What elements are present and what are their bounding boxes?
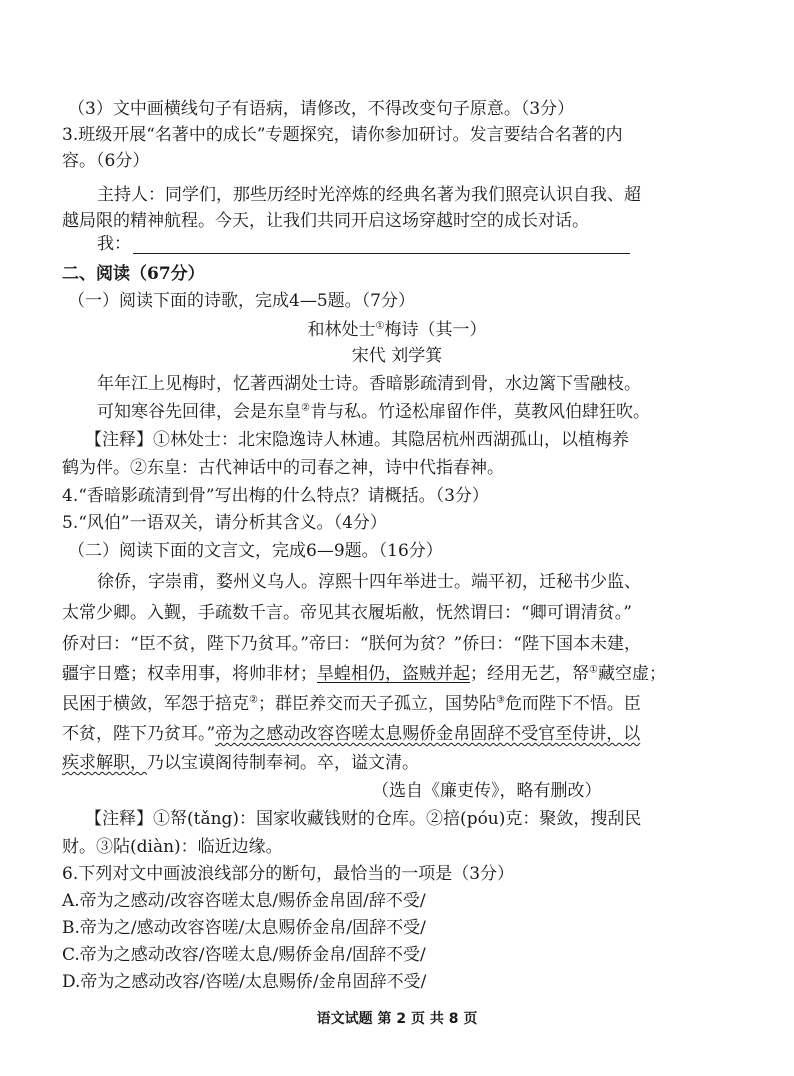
poem-footnote-mark-2: ② (301, 402, 310, 414)
classical-text-line2: 太常少卿。入觐，手疏数千言。帝见其衣履垢敝，怃然谓曰：“卿可谓清贫。” (62, 603, 632, 623)
answer-blank-line[interactable] (133, 253, 630, 254)
poem-line-2-b: 肯与私。竹迳松扉留作伴，莫教风伯肆狂吹。 (309, 402, 650, 422)
poem-line-2-a: 可知寒谷先回律，会是东皇 (97, 402, 301, 422)
classical-note-line2: 财。③阽(diàn)：临近边缘。 (62, 837, 283, 857)
question-3-line1: 3.班级开展“名著中的成长”专题探究，请你参加研讨。发言要结合名著的内 (62, 125, 623, 145)
q6-option-a[interactable]: A.帝为之感动/改容咨嗟太息/赐侨金帛固/辞不受/ (62, 891, 426, 911)
me-label: 我： (97, 234, 131, 254)
question-5: 5.“风伯”一语双关，请分析其含义。（4分） (62, 513, 387, 533)
cw6-a: 不贫，陛下乃贫耳。” (62, 724, 216, 744)
cw4-c: 藏空虚； (597, 664, 666, 684)
poem-title-part-a: 和林处士 (307, 320, 376, 340)
cw4-a: 疆宇日蹙；权幸用事，将帅非材； (62, 664, 317, 684)
classical-text-line4 (62, 662, 666, 686)
q6-option-b[interactable]: B.帝为之/感动改容咨嗟/太息赐侨金帛/固辞不受/ (62, 918, 426, 938)
page-footer: 语文试题 第 2 页 共 8 页 (316, 1011, 478, 1027)
q6-option-c[interactable]: C.帝为之感动改容/咨嗟太息/赐侨金帛/固辞不受/ (62, 945, 426, 965)
wavy-underlined-passage-a: 帝为之感动改容咨嗟太息赐侨金帛固辞不受官至侍讲，以 (215, 724, 641, 744)
cw5-a: 民困于横敛，军怨于掊克 (62, 694, 249, 714)
underlined-sentence: 旱蝗相仍，盗贼并起 (317, 664, 470, 684)
question-4: 4.“香暗影疏清到骨”写出梅的什么特点？请概括。（3分） (62, 486, 489, 506)
poem-title (0, 318, 794, 342)
question-3-3: （3）文中画横线句子有语病，请修改，不得改变句子原意。（3分） (68, 99, 575, 119)
poem-title-footnote-mark: ① (375, 320, 385, 332)
cw5-c: 危而陛下不悟。臣 (504, 694, 641, 714)
classical-text-line3: 侨对曰：“臣不贫，陛下乃贫耳。”帝曰：“朕何为贫？”侨曰：“陛下国本未建， (62, 634, 641, 654)
poem-line-1: 年年江上见梅时，忆著西湖处士诗。香暗影疏清到骨，水边篱下雪融枝。 (97, 374, 641, 394)
classical-text-line7 (62, 751, 419, 775)
host-speech-line1: 主持人：同学们，那些历经时光淬炼的经典名著为我们照亮认识自我、超 (97, 185, 641, 205)
classical-text-line5 (62, 692, 641, 716)
text-source: （选自《廉吏传》，略有删改） (372, 781, 602, 801)
host-speech-line2: 越局限的精神航程。今天，让我们共同开启这场穿越时空的成长对话。 (62, 211, 589, 231)
footnote-mark-2: ② (249, 694, 258, 706)
poem-line-2 (97, 400, 650, 424)
wavy-underlined-passage-b: 疾求解职， (62, 753, 147, 773)
footnote-mark-1: ① (589, 664, 598, 676)
part-2-intro: （二）阅读下面的文言文，完成6—9题。（16分） (68, 541, 443, 561)
poem-note-line1: 【注释】①林处士：北宋隐逸诗人林逋。其隐居杭州西湖孤山，以植梅养 (85, 430, 629, 450)
cw7-b: 乃以宝谟阁待制奉祠。卒，谥文清。 (147, 753, 419, 773)
footnote-mark-3: ③ (495, 694, 505, 706)
classical-note-line1: 【注释】①帑(tǎng)：国家收藏钱财的仓库。②掊(póu)克：聚敛，搜刮民 (85, 809, 642, 829)
question-6: 6.下列对文中画波浪线部分的断句，最恰当的一项是（3分） (62, 864, 515, 884)
classical-text-line1: 徐侨，字崇甫，婺州义乌人。淳熙十四年举进士。端平初，迁秘书少监、 (97, 572, 641, 592)
poem-note-line2: 鹤为伴。②东皇：古代神话中的司春之神，诗中代指春神。 (62, 458, 504, 478)
cw5-b: ；群臣养交而天子孤立，国势阽 (257, 694, 496, 714)
q6-option-d[interactable]: D.帝为之感动改容/咨嗟/太息赐侨/金帛固辞不受/ (62, 972, 427, 992)
poem-author: 宋代 刘学箕 (351, 346, 443, 366)
cw4-b: ；经用无艺，帑 (470, 664, 589, 684)
part-1-intro: （一）阅读下面的诗歌，完成4—5题。（7分） (68, 291, 415, 311)
classical-text-line6 (62, 722, 640, 746)
question-3-line2: 容。（6分） (62, 151, 150, 171)
section-2-heading: 二、阅读（67分） (62, 264, 205, 284)
poem-title-part-b: 梅诗（其一） (384, 320, 487, 340)
